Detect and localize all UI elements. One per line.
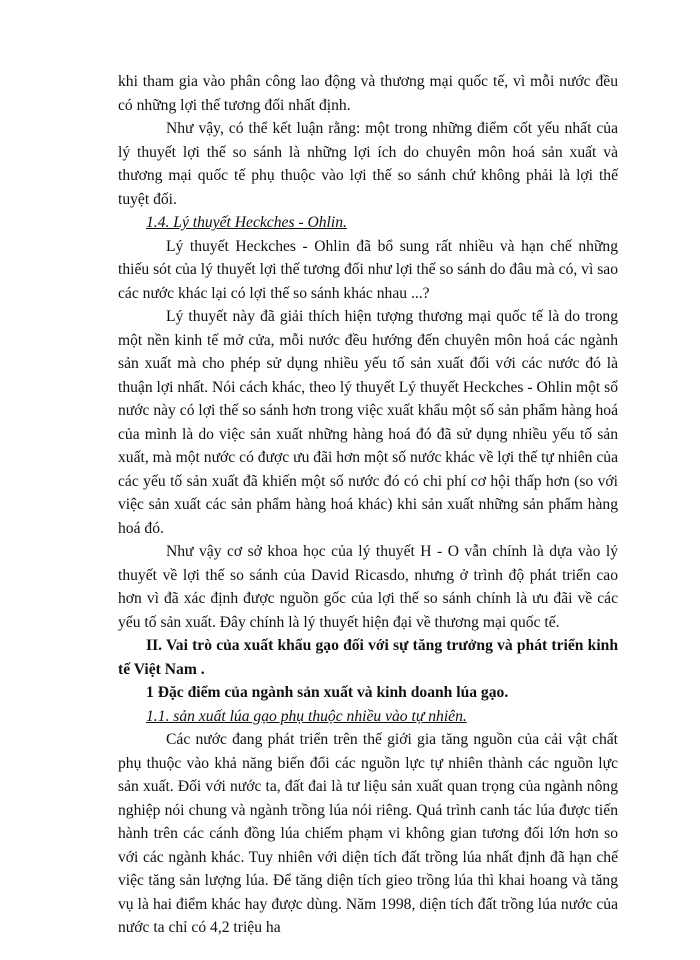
section-heading-1: 1 Đặc điểm của ngành sản xuất và kinh doanh lúa gạo.	[146, 684, 509, 701]
document-page	[118, 70, 618, 940]
paragraph-rice-nature: Các nước đang phát triển trên thế giới gia tăng nguồn của cải vật chất phụ thuộc vào khả năng biến đổi các nguồn lực tự nhiên thành các nguồn lực sản xuất. Đối với nước ta, đất đai là tư liệu sản xuất quan trọng của ngành nông nghiệp nói chung và ngành trồng lúa nói riêng. Quá trình canh tác lúa được tiến hành trên các cánh đồng lúa chiếm phạm vi không gian tương đối lớn hơn so với các ngành khác. Tuy nhiên với diện tích đất trồng lúa nhất định đã hạn chế việc tăng sản lượng lúa. Để tăng diện tích gieo trồng lúa thì khai hoang và tăng vụ là hai điểm khác hay được dùng. Năm 1998, diện tích đất trồng lúa nước của nước ta chỉ có 4,2 triệu ha	[118, 731, 618, 936]
paragraph-continuation: khi tham gia vào phân công lao động và thương mại quốc tế, vì mỗi nước đều có những lợi thế tương đối nhất định.	[118, 73, 618, 114]
paragraph-conclusion: Như vậy, có thể kết luận rằng: một trong những điểm cốt yếu nhất của lý thuyết lợi thế so sánh là những lợi ích do chuyên môn hoá sản xuất và thương mại quốc tế phụ thuộc vào lợi thế so sánh chứ không phải là lợi thế tuyệt đối.	[118, 120, 618, 208]
paragraph-heckscher-explanation: Lý thuyết này đã giải thích hiện tượng thương mại quốc tế là do trong một nền kinh tế mở cửa, mỗi nước đều hướng đến chuyên môn hoá các ngành sản xuất mà cho phép sử dụng nhiều yếu tố sản xuất đối với các nước đó là thuận lợi nhất. Nói cách khác, theo lý thuyết Lý thuyết Heckches - Ohlin một số nước này có lợi thế so sánh hơn trong việc xuất khẩu một số sản phẩm hàng hoá của mình là do việc sản xuất những hàng hoá đó đã sử dụng nhiều yếu tố sản xuất, mà một nước có được ưu đãi hơn một số nước khác về lợi thế tự nhiên của các yếu tố sản xuất đã khiến một số nước đó có chi phí cơ hội thấp hơn (so với việc sản xuất các sản phẩm hàng hoá khác) khi sản xuất những sản phẩm hàng hoá đó.	[118, 308, 618, 537]
section-heading-1-4: 1.4. Lý thuyết Heckches - Ohlin.	[146, 214, 347, 231]
paragraph-heckscher-intro: Lý thuyết Heckches - Ohlin đã bổ sung rất nhiều và hạn chế những thiếu sót của lý thuyết lợi thế tương đối như lợi thế so sánh do đâu mà có, vì sao các nước khác lại có lợi thế so sánh khác nhau ...?	[118, 237, 618, 302]
chapter-heading-ii: II. Vai trò của xuất khẩu gạo đối với sự tăng trưởng và phát triển kinh tế Việt Nam .	[118, 637, 618, 678]
section-heading-1-1: 1.1. sản xuất lúa gạo phụ thuộc nhiều vào tự nhiên.	[146, 707, 467, 725]
paragraph-ho-summary: Như vậy cơ sở khoa học của lý thuyết H - O vẫn chính là dựa vào lý thuyết về lợi thế so sánh của David Ricasdo, nhưng ở trình độ phát triển cao hơn vì đã xác định được nguồn gốc của lợi thế so sánh chính là ưu đãi về các yếu tố sản xuất. Đây chính là lý thuyết hiện đại về thương mại quốc tế.	[118, 543, 618, 631]
